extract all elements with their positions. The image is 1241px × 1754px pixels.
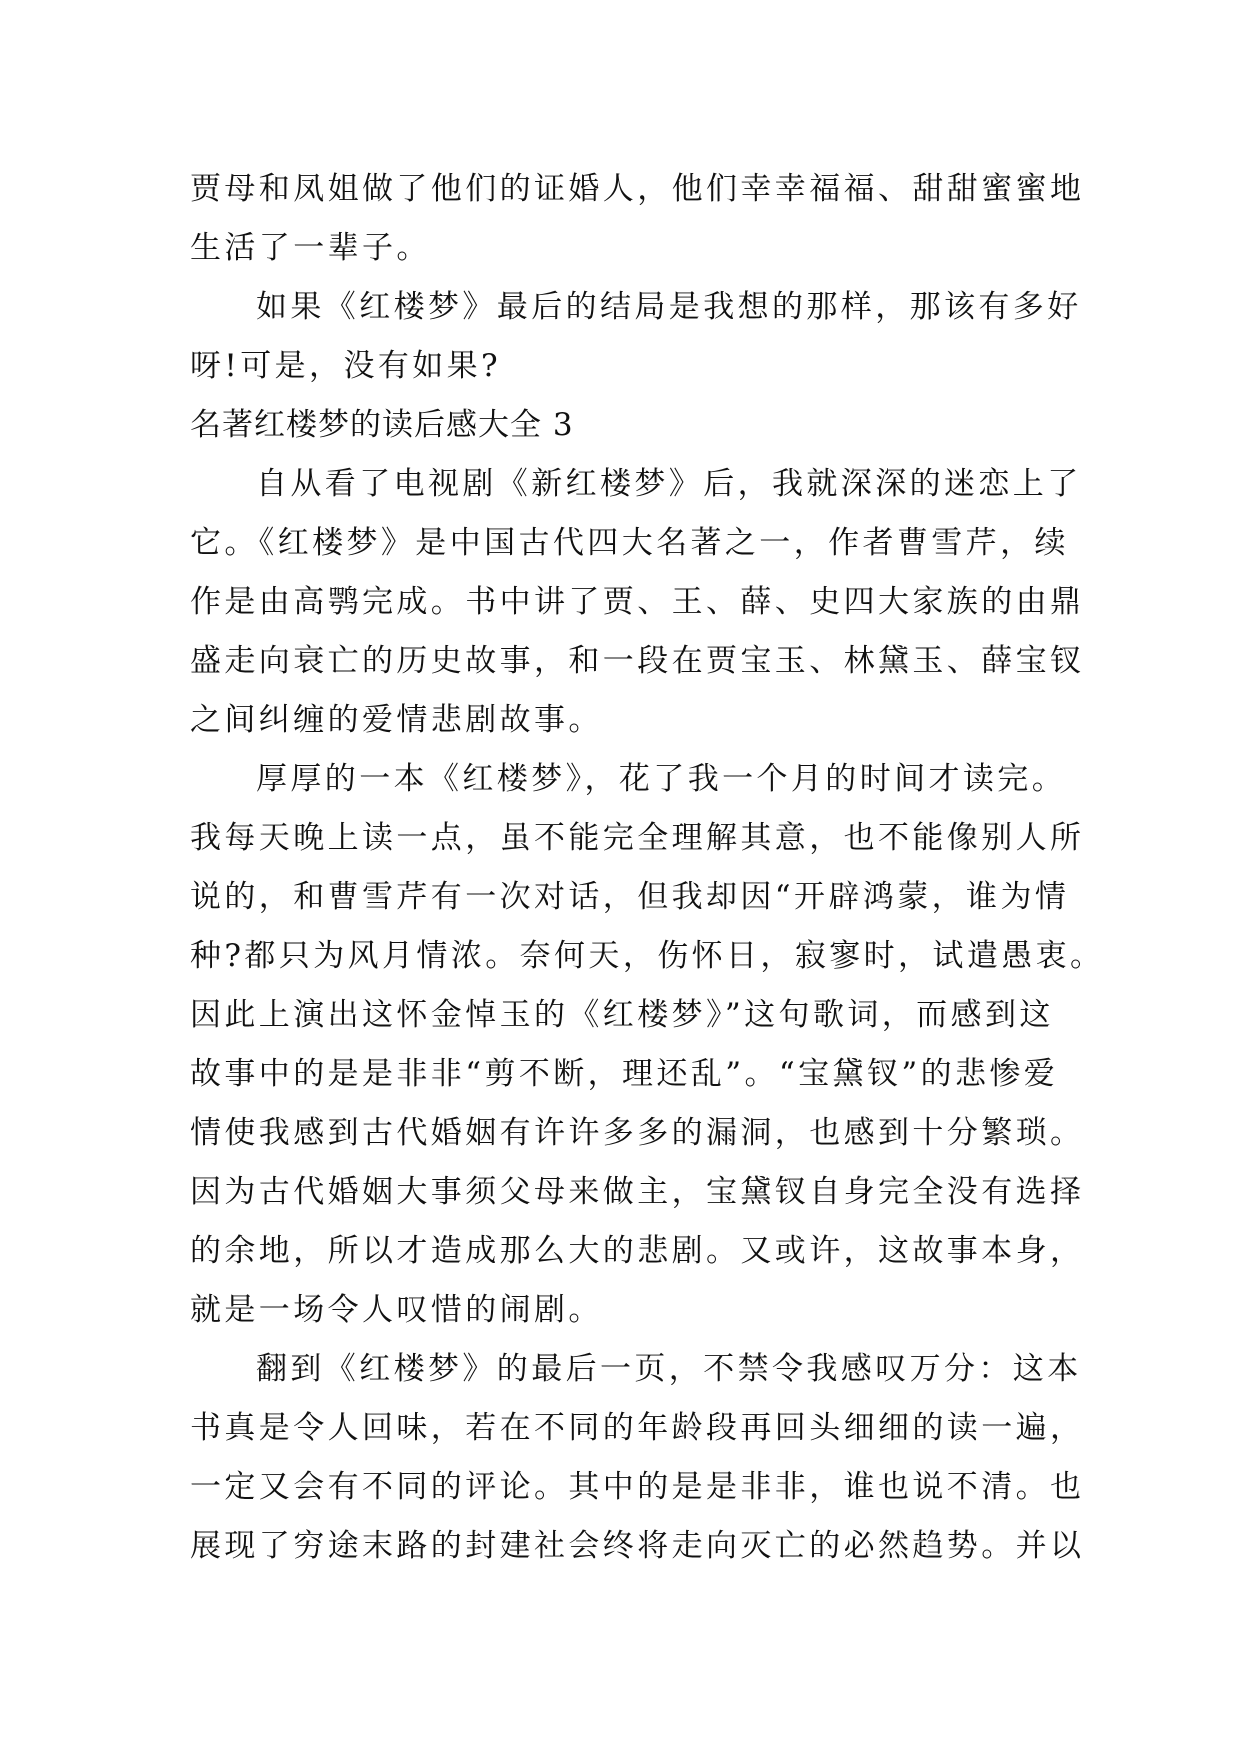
paragraph-start-line: 自从看了电视剧《新红楼梦》后，我就深深的迷恋上了 [256,466,1082,502]
text-line: 之间纠缠的爱情悲剧故事。 [190,702,603,738]
text-line: 的余地，所以才造成那么大的悲剧。又或许，这故事本身， [190,1233,1085,1269]
text-line: 说的，和曹雪芹有一次对话，但我却因“开辟鸿蒙，谁为情 [190,879,1070,915]
text-line: 情使我感到古代婚姻有许许多多的漏洞，也感到十分繁琐。 [190,1115,1085,1151]
text-line: 因此上演出这怀金悼玉的《红楼梦》”这句歌词，而感到这 [190,997,1054,1033]
text-line: 就是一场令人叹惜的闹剧。 [190,1292,603,1328]
text-line: 我每天晚上读一点，虽不能完全理解其意，也不能像别人所 [190,820,1085,856]
text-line: 呀!可是，没有如果? [190,348,502,384]
text-line: 作是由高鹗完成。书中讲了贾、王、薛、史四大家族的由鼎 [190,584,1085,620]
text-line: 展现了穷途末路的封建社会终将走向灭亡的必然趋势。并以 [190,1528,1085,1564]
text-line: 它。《红楼梦》是中国古代四大名著之一，作者曹雪芹，续 [190,525,1069,561]
paragraph-start-line: 如果《红楼梦》最后的结局是我想的那样，那该有多好 [256,289,1082,325]
text-line: 一定又会有不同的评论。其中的是是非非，谁也说不清。也 [190,1469,1085,1505]
document-body [190,160,1105,1576]
text-line: 书真是令人回味，若在不同的年龄段再回头细细的读一遍， [190,1410,1085,1446]
text-line: 贾母和凤姐做了他们的证婚人，他们幸幸福福、甜甜蜜蜜地 [190,171,1085,207]
text-line: 盛走向衰亡的历史故事，和一段在贾宝玉、林黛玉、薛宝钗 [190,643,1085,679]
paragraph-start-line: 翻到《红楼梦》的最后一页，不禁令我感叹万分：这本 [256,1351,1082,1387]
paragraph-start-line: 厚厚的一本《红楼梦》，花了我一个月的时间才读完。 [256,761,1067,797]
text-line: 故事中的是是非非“剪不断，理还乱”。“宝黛钗”的悲惨爱 [190,1056,1059,1092]
text-line: 种?都只为风月情浓。奈何天，伤怀日，寂寥时，试遣愚衷。 [190,938,1105,974]
section-heading: 名著红楼梦的读后感大全 3 [190,407,574,443]
text-line: 生活了一辈子。 [190,230,431,266]
text-line: 因为古代婚姻大事须父母来做主，宝黛钗自身完全没有选择 [190,1174,1085,1210]
